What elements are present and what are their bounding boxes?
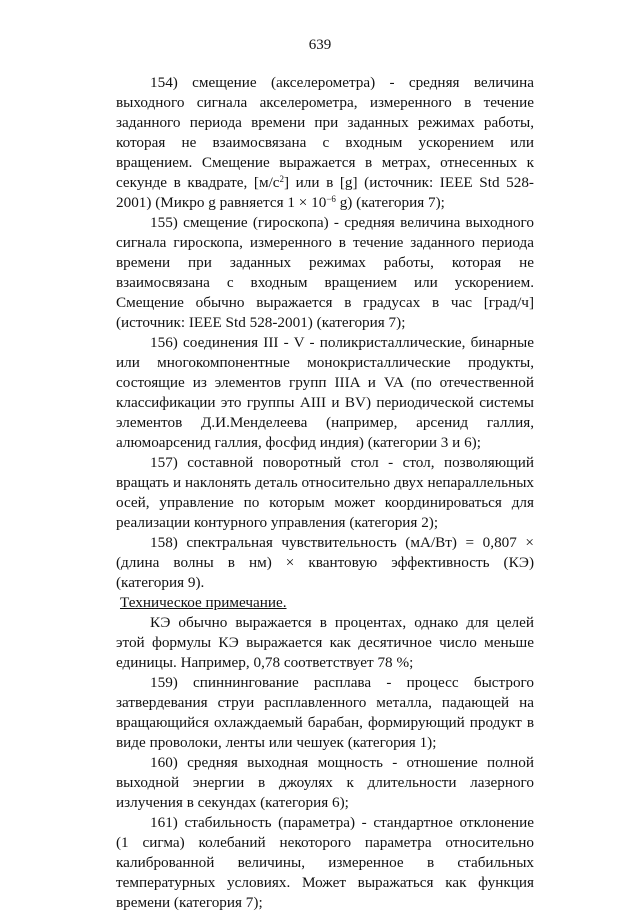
definition-161: 161) стабильность (параметра) - стандартное отклонение (1 сигма) колебаний некоторого параметра относительно калиброванной величины, измеренное в стабильных температурных условиях. Может выражаться как функция времени (категория 7); — [116, 814, 534, 911]
superscript: 2 — [279, 174, 285, 184]
definition-154: 154) смещение (акселерометра) - средняя величина выходного сигнала акселерометра, измеренного в течение заданного периода времени при заданных режимах работы, которая не взаимосвязана с входным ускорением или вращением. Смещение выражается в метрах, отнесенных к секунде в квадрате, $[м/с^2]$ или в [g] (источник: IEEE Std 528-2001) (Микро g равняется $1 \times 10^{-6}$ g) (категория 7); — [116, 74, 534, 211]
superscript: −6 — [326, 194, 336, 204]
definition-159: 159) спиннингование расплава - процесс быстрого затвердевания струи расплавленного металла, падающей на вращающийся охлаждаемый барабан, формирующий продукт в виде проволоки, ленты или чешуек (категория 1); — [116, 674, 534, 751]
definition-156: 156) соединения III - V - поликристаллические, бинарные или многокомпонентные монокристаллические продукты, состоящие из элементов групп IIIA и VA (по отечественной классификации это группы AIII и BV) периодической системы элементов Д.И.Менделеева (например, арсенид галлия, алюмоарсенид галлия, фосфид индия) (категории 3 и 6); — [116, 334, 534, 451]
technical-note-text: КЭ обычно выражается в процентах, однако для целей этой формулы КЭ выражается как десятичное число меньше единицы. Например, 0,78 соответствует 78 %; — [116, 614, 534, 671]
definition-158: 158) спектральная чувствительность (мА/Вт) = 0,807 × (длина волны в нм) × квантовую эффективность (КЭ) (категория 9). — [116, 534, 534, 591]
page-number: 639 — [308, 37, 332, 53]
definition-155: 155) смещение (гироскопа) - средняя величина выходного сигнала гироскопа, измеренного в течение заданного периода времени при заданных режимах работы, которая не взаимосвязана с входным вращением или ускорением. Смещение обычно выражается в градусах в час [град/ч] (источник: IEEE Std 528-2001) (категория 7); — [116, 214, 534, 331]
technical-note-heading: Техническое примечание. — [120, 594, 287, 611]
document-body — [116, 73, 534, 913]
definition-160: 160) средняя выходная мощность - отношение полной выходной энергии в джоулях к длительности лазерного излучения в секундах (категория 6); — [116, 754, 534, 811]
definition-157: 157) составной поворотный стол - стол, позволяющий вращать и наклонять деталь относительно двух непараллельных осей, управление по которым может координироваться для реализации контурного управления (категория 2); — [116, 454, 534, 531]
